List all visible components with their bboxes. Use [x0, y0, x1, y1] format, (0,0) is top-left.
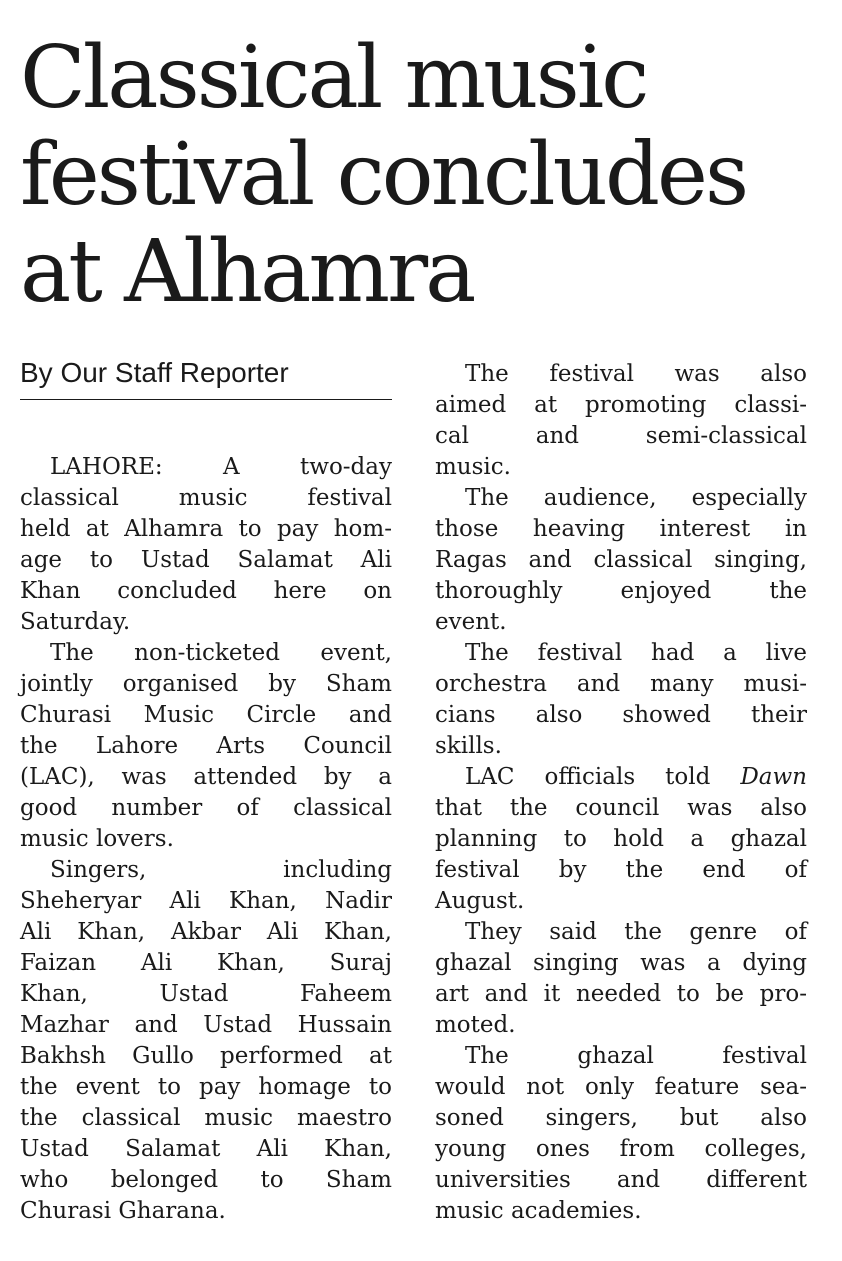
text-line: Ali Khan, Akbar Ali Khan, — [20, 919, 392, 945]
text-line: age to Ustad Salamat Ali — [20, 547, 392, 573]
text-line: They said the genre of — [465, 919, 807, 945]
text-line: Faizan Ali Khan, Suraj — [20, 950, 392, 976]
text-line: good number of classical — [20, 795, 392, 821]
text-line: Ustad Salamat Ali Khan, — [20, 1136, 392, 1162]
text-line: the classical music maestro — [20, 1105, 392, 1131]
text-line: cal and semi-classical — [435, 423, 807, 449]
text-line: Mazhar and Ustad Hussain — [20, 1012, 392, 1038]
text-fragment: LAC officials told — [465, 764, 711, 790]
text-line: skills. — [435, 733, 502, 759]
text-line: the event to pay homage to — [20, 1074, 392, 1100]
text-line: Bakhsh Gullo performed at — [20, 1043, 392, 1069]
text-line: orchestra and many musi- — [435, 671, 807, 697]
text-line: Sheheryar Ali Khan, Nadir — [20, 888, 392, 914]
text-line: Khan, Ustad Faheem — [20, 981, 392, 1007]
text-line: Saturday. — [20, 609, 131, 635]
text-line: that the council was also — [435, 795, 807, 821]
text-line: music lovers. — [20, 826, 174, 852]
text-line: universities and different — [435, 1167, 807, 1193]
text-line: art and it needed to be pro- — [435, 981, 807, 1007]
text-line: would not only feature sea- — [435, 1074, 807, 1100]
text-line: The festival was also — [465, 361, 807, 387]
article-column-1 — [20, 452, 392, 1227]
text-line: festival by the end of — [435, 857, 807, 883]
text-line: aimed at promoting classi- — [435, 392, 807, 418]
text-line: music. — [435, 454, 511, 480]
text-line: jointly organised by Sham — [20, 671, 392, 697]
text-line: August. — [435, 888, 525, 914]
text-line: Churasi Music Circle and — [20, 702, 392, 728]
headline-line: Classical music — [20, 28, 647, 128]
text-line: cians also showed their — [435, 702, 807, 728]
text-line: ghazal singing was a dying — [435, 950, 807, 976]
text-line: held at Alhamra to pay hom- — [20, 516, 392, 542]
text-line: Khan concluded here on — [20, 578, 392, 604]
text-line: The ghazal festival — [465, 1043, 807, 1069]
article-column-2 — [435, 359, 807, 1227]
text-line — [435, 762, 807, 793]
headline — [20, 30, 820, 321]
text-line: soned singers, but also — [435, 1105, 807, 1131]
text-line: (LAC), was attended by a — [20, 764, 392, 790]
text-line: thoroughly enjoyed the — [435, 578, 807, 604]
text-line: Churasi Gharana. — [20, 1198, 226, 1224]
text-line: LAHORE: A two-day — [50, 454, 392, 480]
text-line: young ones from colleges, — [435, 1136, 807, 1162]
headline-line: festival concludes — [20, 125, 747, 225]
text-line: planning to hold a ghazal — [435, 826, 807, 852]
headline-line: at Alhamra — [20, 222, 474, 322]
text-line: Singers, including — [50, 857, 392, 883]
byline: By Our Staff Reporter — [20, 355, 392, 400]
text-line: The audience, especially — [465, 485, 807, 511]
text-line: the Lahore Arts Council — [20, 733, 392, 759]
text-line: moted. — [435, 1012, 516, 1038]
text-line: who belonged to Sham — [20, 1167, 392, 1193]
text-line: The non-ticketed event, — [50, 640, 392, 666]
text-line: The festival had a live — [465, 640, 807, 666]
text-line: music academies. — [435, 1198, 642, 1224]
text-line: those heaving interest in — [435, 516, 807, 542]
publication-name: Dawn — [740, 764, 807, 790]
text-line: event. — [435, 609, 507, 635]
text-line: Ragas and classical singing, — [435, 547, 807, 573]
text-line: classical music festival — [20, 485, 392, 511]
